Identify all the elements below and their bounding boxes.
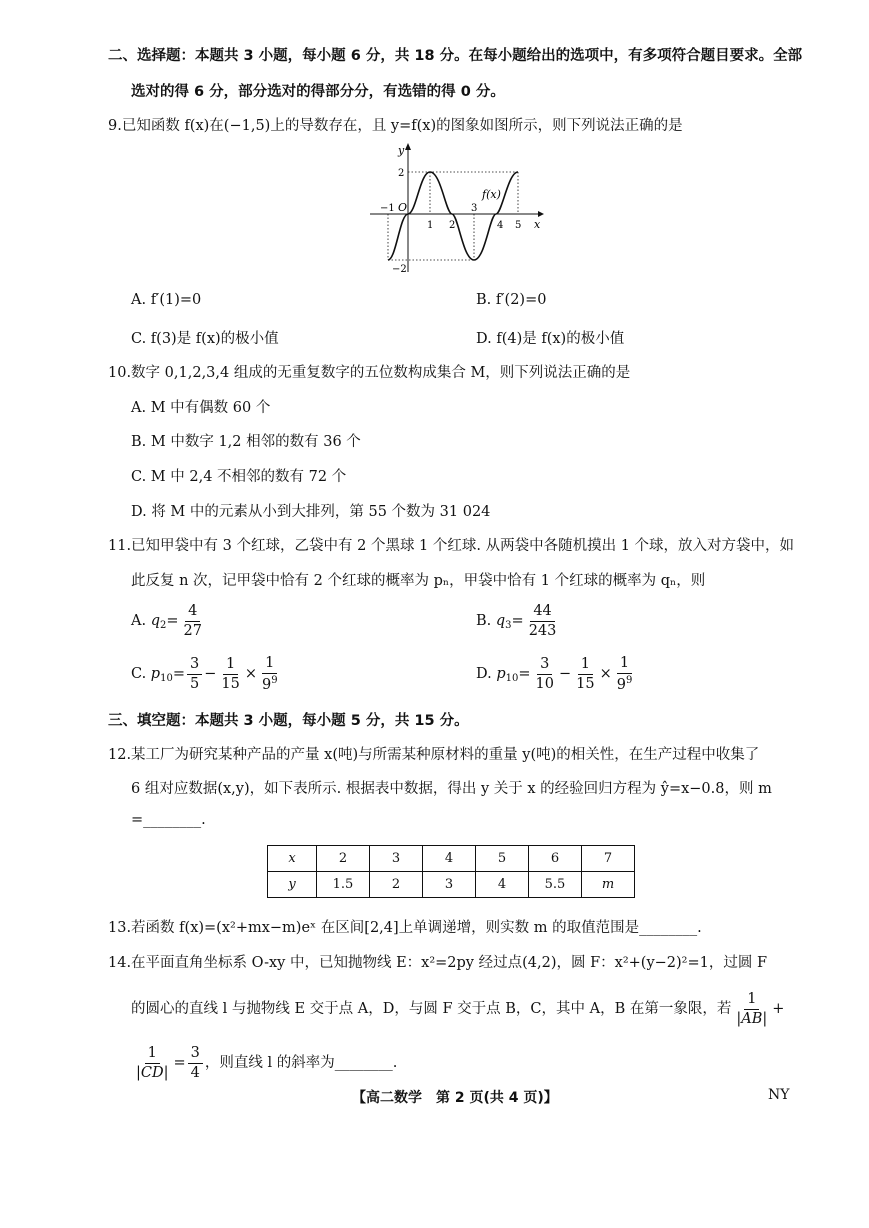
table-cell: y (268, 872, 317, 898)
table-row-y (268, 872, 635, 898)
table-cell: x (268, 846, 317, 872)
tick-label-x4: 4 (497, 220, 504, 231)
q13-stem: 13.若函数 f(x)=(x²+mx−m)eˣ 在区间[2,4]上单调递增，则实数 m 的取值范围是________. (108, 920, 702, 936)
origin-label: O (398, 201, 408, 214)
q12-data-table (267, 845, 635, 898)
q10-option-b: B. M 中数字 1,2 相邻的数有 36 个 (131, 434, 361, 450)
table-cell: 4 (423, 846, 476, 872)
q10-option-a: A. M 中有偶数 60 个 (131, 400, 271, 416)
q12-stem-line2: 6 组对应数据(x,y)，如下表所示. 根据表中数据，得出 y 关于 x 的经验回归方程为 ŷ=x−0.8，则 m (131, 781, 772, 797)
q14-stem-line3: $\frac{1}{|CD|}$ = $\frac{3}{4}$ ，则直线 l 的斜率为________. (136, 1045, 398, 1081)
q12-stem-line3: =________. (131, 812, 206, 828)
section2-header-line1: 二、选择题：本题共 3 小题，每小题 6 分，共 18 分。在每小题给出的选项中，有多项符合题目要求。全部 (108, 48, 803, 64)
table-row-x (268, 846, 635, 872)
q11-option-b: B. $q_3=$ $\frac{44}{243}$ (476, 603, 557, 639)
tick-label-x5: 5 (515, 220, 522, 231)
tick-label-x3: 3 (471, 203, 478, 214)
x-axis-arrow (538, 211, 544, 217)
table-cell: 3 (370, 846, 423, 872)
q9-function-graph (370, 140, 550, 275)
x-axis-label: x (534, 218, 541, 231)
section2-header-line2: 选对的得 6 分，部分选对的得部分分，有选错的得 0 分。 (131, 84, 505, 100)
q10-option-c: C. M 中 2,4 不相邻的数有 72 个 (131, 469, 347, 485)
y-axis-arrow (405, 143, 411, 150)
q12-stem-line1: 12.某工厂为研究某种产品的产量 x(吨)与所需某种原材料的重量 y(吨)的相关性，在生产过程中收集了 (108, 747, 760, 763)
table-cell: 3 (423, 872, 476, 898)
curve-label: f(x) (482, 188, 501, 201)
table-cell: m (582, 872, 635, 898)
section3-header: 三、填空题：本题共 3 小题，每小题 5 分，共 15 分。 (108, 713, 469, 729)
table-cell: 5.5 (529, 872, 582, 898)
tick-label-x1: 1 (427, 220, 434, 231)
q14-stem-line2: 的圆心的直线 l 与抛物线 E 交于点 A，D，与圆 F 交于点 B，C，其中 A，B 在第一象限，若 $\frac{1}{|AB|}$ + (131, 991, 785, 1027)
tick-label-y2: 2 (398, 168, 405, 179)
tick-label-ym2: −2 (392, 264, 407, 275)
q9-option-b: B. f′(2)=0 (476, 292, 547, 308)
q10-stem: 10.数字 0,1,2,3,4 组成的无重复数字的五位数构成集合 M，则下列说法正确的是 (108, 365, 631, 381)
q9-option-c: C. f(3)是 f(x)的极小值 (131, 331, 279, 347)
tick-label-x2: 2 (449, 220, 456, 231)
page-footer: 【高二数学 第 2 页(共 4 页)】 (352, 1090, 558, 1106)
q9-option-a: A. f′(1)=0 (131, 292, 202, 308)
q11-stem-line1: 11.已知甲袋中有 3 个红球，乙袋中有 2 个黑球 1 个红球. 从两袋中各随机摸出 1 个球，放入对方袋中，如 (108, 538, 795, 554)
y-axis-label: y (398, 144, 405, 157)
table-cell: 4 (476, 872, 529, 898)
q10-option-d: D. 将 M 中的元素从小到大排列，第 55 个数为 31 024 (131, 504, 491, 520)
q11-stem-line2: 此反复 n 次，记甲袋中恰有 2 个红球的概率为 pₙ，甲袋中恰有 1 个红球的概率为 qₙ，则 (131, 573, 706, 589)
q11-option-d: D. $p_{10}=$ $\frac{3}{10}$ − $\frac{1}{15}$ × $\frac{1}{9^9}$ (476, 655, 633, 693)
table-cell: 2 (370, 872, 423, 898)
table-cell: 6 (529, 846, 582, 872)
q9-option-d: D. f(4)是 f(x)的极小值 (476, 331, 625, 347)
q11-option-c: C. $p_{10}=$ $\frac{3}{5}$ − $\frac{1}{15}$ × $\frac{1}{9^9}$ (131, 655, 278, 693)
table-cell: 1.5 (317, 872, 370, 898)
footer-code: NY (768, 1087, 790, 1103)
q9-stem: 9.已知函数 f(x)在(−1,5)上的导数存在，且 y=f(x)的图象如图所示，则下列说法正确的是 (108, 118, 683, 134)
table-cell: 5 (476, 846, 529, 872)
q14-stem-line1: 14.在平面直角坐标系 O-xy 中，已知抛物线 E：x²=2py 经过点(4,2)，圆 F：x²+(y−2)²=1，过圆 F (108, 955, 768, 971)
q11-option-a: A. $q_2=$ $\frac{4}{27}$ (131, 603, 202, 639)
table-cell: 2 (317, 846, 370, 872)
tick-label-xm1: −1 (380, 203, 395, 214)
table-cell: 7 (582, 846, 635, 872)
